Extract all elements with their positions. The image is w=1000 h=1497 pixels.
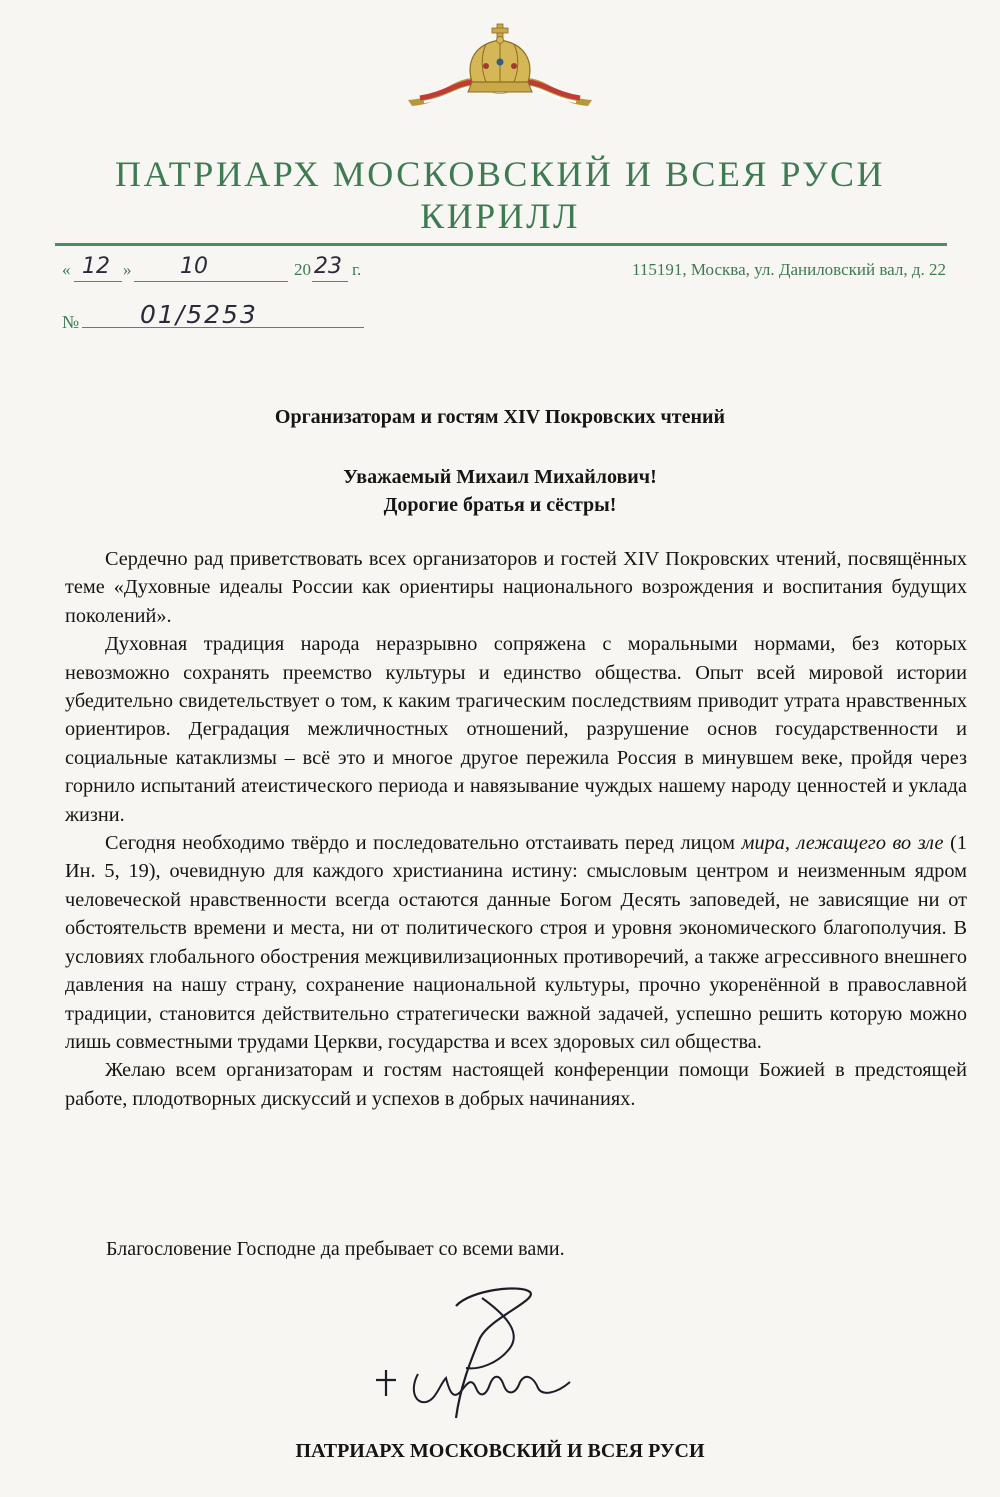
date-month-handwritten: 10 (180, 254, 208, 279)
salutation-line-2: Дорогие братья и сёстры! (383, 494, 617, 516)
number-handwritten: 01/5253 (140, 300, 258, 329)
letterhead-name: КИРИЛЛ (420, 196, 580, 236)
paragraph-3-rest: (1 Ин. 5, 19), очевидную для каждого христианина истину: смысловым центром и неизменным ядром человеческой нравственности всегда остаются данные Богом Десять заповедей, не зависящие ни от обстоятельств времени и места, ни от политического строя и уровня экономического благополучия. В условиях глобального обострения межцивилизационных противоречий, а также агрессивного внешнего давления на нашу страну, сохранение национальной культуры, прочно укоренённой в православной традиции, становится действительно стратегически важной задачей, успешно решить которую можно лишь совместными трудами Церкви, государства и всех здоровых сил общества. (65, 832, 967, 1053)
address: 115191, Москва, ул. Даниловский вал, д. 22 (631, 260, 946, 279)
number-label: № (62, 312, 80, 332)
letterhead-title: ПАТРИАРХ МОСКОВСКИЙ И ВСЕЯ РУСИ (114, 154, 886, 194)
paragraph-4: Желаю всем организаторам и гостям настоящей конференции помощи Божией в предстоящей работе, плодотворных дискуссий и успехов в добрых начинаниях. (65, 1059, 967, 1110)
paragraph-2: Духовная традиция народа неразрывно сопряжена с моральными нормами, без которых невозможно сохранять преемство культуры и единство общества. Опыт всей мировой истории убедительно свидетельствует о том, к каким трагическим последствиям приводит утрата нравственных ориентиров. Деградация межличностных отношений, разрушение основ государственности и социальные катаклизмы – всё это и многое другое пережила Россия в минувшем веке, пройдя через горнило испытаний атеистического периода и навязывание чуждых нашему народу ценностей и уклада жизни. (65, 633, 967, 826)
date-open-quote: « (62, 260, 71, 279)
recipients: Организаторам и гостям XIV Покровских чтений (274, 406, 726, 428)
year-prefix: 20 (294, 260, 311, 279)
year-unit: г. (352, 260, 362, 279)
date-close-quote: » (123, 260, 132, 279)
paragraph-3-start: Сегодня необходимо твёрдо и последовательно отстаивать перед лицом (105, 832, 735, 855)
scripture-quote: мира, лежащего во зле (741, 832, 944, 855)
salutation-line-1: Уважаемый Михаил Михайлович! (343, 466, 657, 488)
date-day-handwritten: 12 (82, 254, 110, 279)
header-divider (55, 243, 947, 246)
closing-blessing: Благословение Господне да пребывает со всеми вами. (106, 1238, 565, 1260)
year-suffix-handwritten: 23 (314, 254, 342, 279)
paragraph-1: Сердечно рад приветствовать всех организаторов и гостей XIV Покровских чтений, посвящённых теме «Духовные идеалы России как ориентиры национального возрождения и воспитания будущих поколений». (65, 548, 967, 627)
paragraph-3 (65, 829, 967, 1056)
signer-title: ПАТРИАРХ МОСКОВСКИЙ И ВСЕЯ РУСИ (295, 1440, 705, 1462)
letter-body (65, 545, 967, 1113)
crown-emblem-icon (400, 22, 600, 114)
handwritten-signature (370, 1278, 600, 1438)
